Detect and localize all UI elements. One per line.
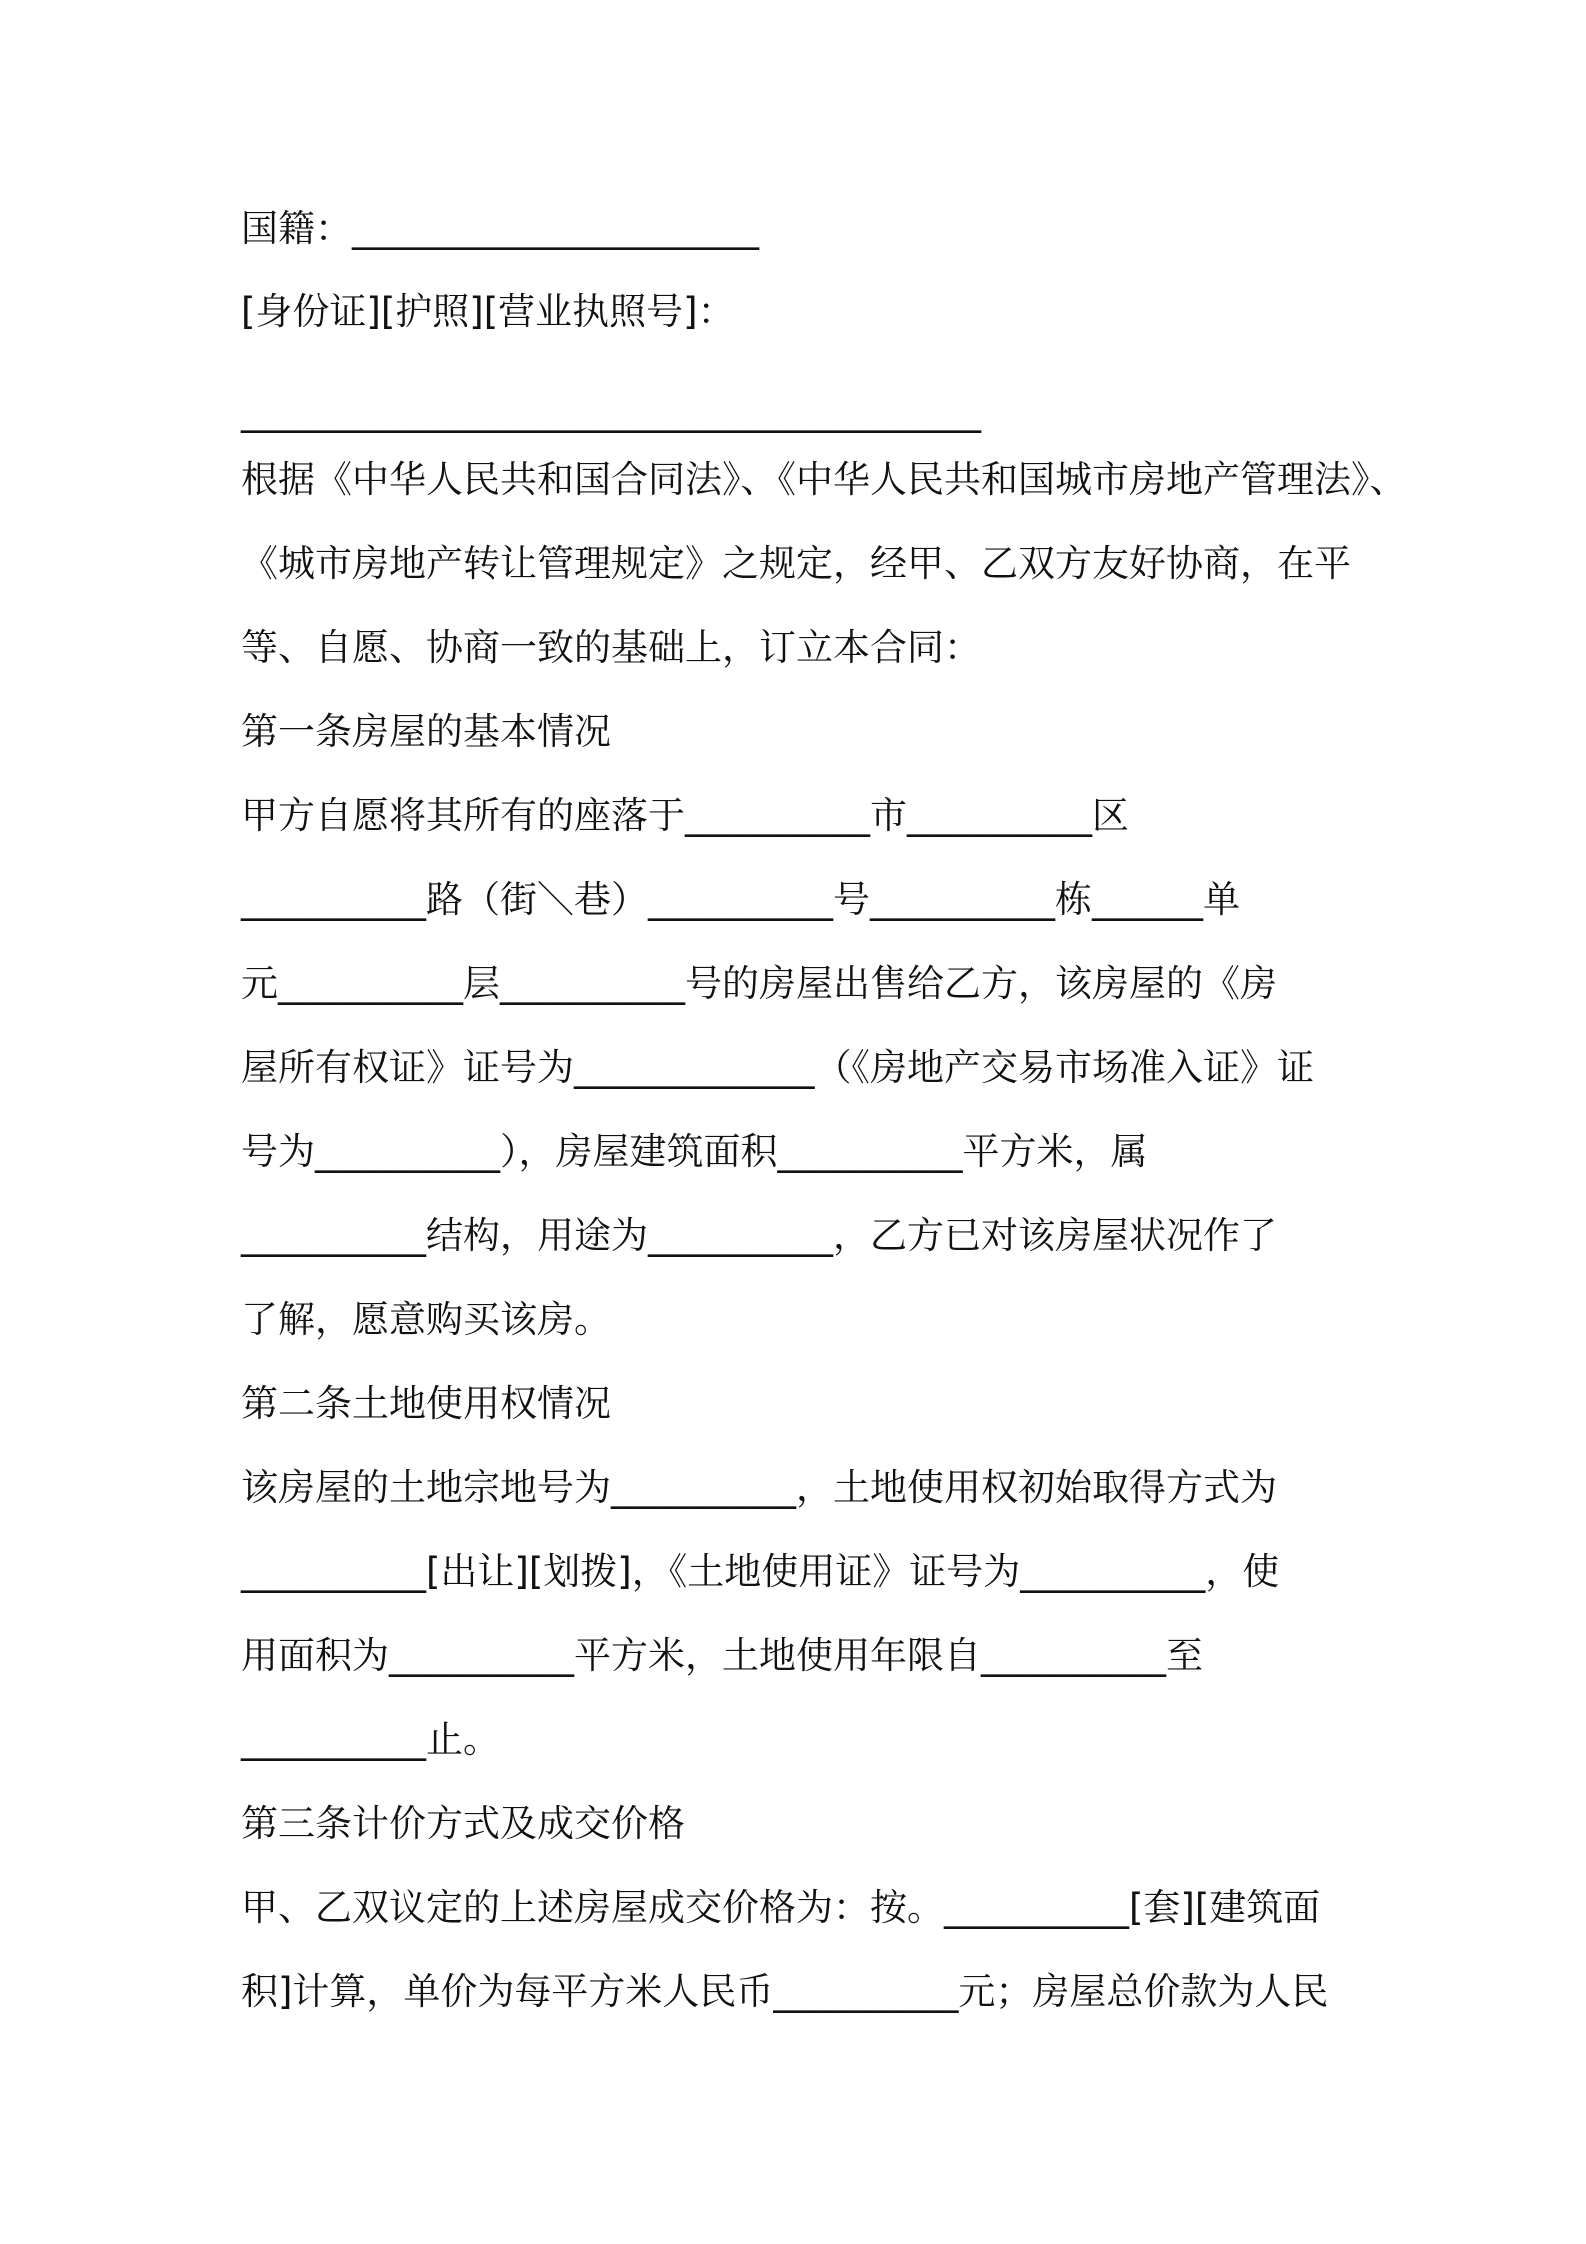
article-3-line-1: 甲、乙双议定的上述房屋成交价格为：按。__________[套][建筑面 <box>241 1886 1321 1929</box>
article-1-line-4: 屋所有权证》证号为_____________（《房地产交易市场准入证》证 <box>241 1046 1314 1089</box>
article-1-line-3: 元__________层__________号的房屋出售给乙方，该房屋的《房 <box>241 962 1277 1005</box>
id-type-line: [身份证][护照][营业执照号]： <box>241 290 735 333</box>
article-1-line-1: 甲方自愿将其所有的座落于__________市__________区 <box>241 794 1129 837</box>
article-1-line-5: 号为__________），房屋建筑面积__________平方米，属 <box>241 1130 1148 1173</box>
article-2-line-3: 用面积为__________平方米，土地使用年限自__________至 <box>241 1634 1203 1677</box>
article-1-line-2: __________路（街＼巷）__________号__________栋______单 <box>241 878 1240 921</box>
article-2-line-2: __________[出让][划拨]，《土地使用证》证号为__________，使 <box>241 1550 1280 1593</box>
article-1-line-7: 了解，愿意购买该房。 <box>241 1298 611 1341</box>
article-3-heading: 第三条计价方式及成交价格 <box>241 1802 685 1845</box>
id-number-blank-line: ________________________________________ <box>241 390 981 433</box>
article-2-line-1: 该房屋的土地宗地号为__________，土地使用权初始取得方式为 <box>241 1466 1277 1509</box>
article-1-line-6: __________结构，用途为__________，乙方已对该房屋状况作了 <box>241 1214 1277 1257</box>
article-1-heading: 第一条房屋的基本情况 <box>241 710 611 753</box>
article-2-line-4: __________止。 <box>241 1718 500 1761</box>
nationality-line: 国籍：______________________ <box>241 207 759 250</box>
article-3-line-2: 积]计算，单价为每平方米人民币__________元；房屋总价款为人民 <box>241 1970 1329 2013</box>
article-2-heading: 第二条土地使用权情况 <box>241 1382 611 1425</box>
preamble-line-3: 等、自愿、协商一致的基础上，订立本合同： <box>241 626 981 669</box>
preamble-line-2: 《城市房地产转让管理规定》之规定，经甲、乙双方友好协商，在平 <box>241 542 1351 585</box>
preamble-line-1: 根据《中华人民共和国合同法》、《中华人民共和国城市房地产管理法》、 <box>241 458 1407 501</box>
